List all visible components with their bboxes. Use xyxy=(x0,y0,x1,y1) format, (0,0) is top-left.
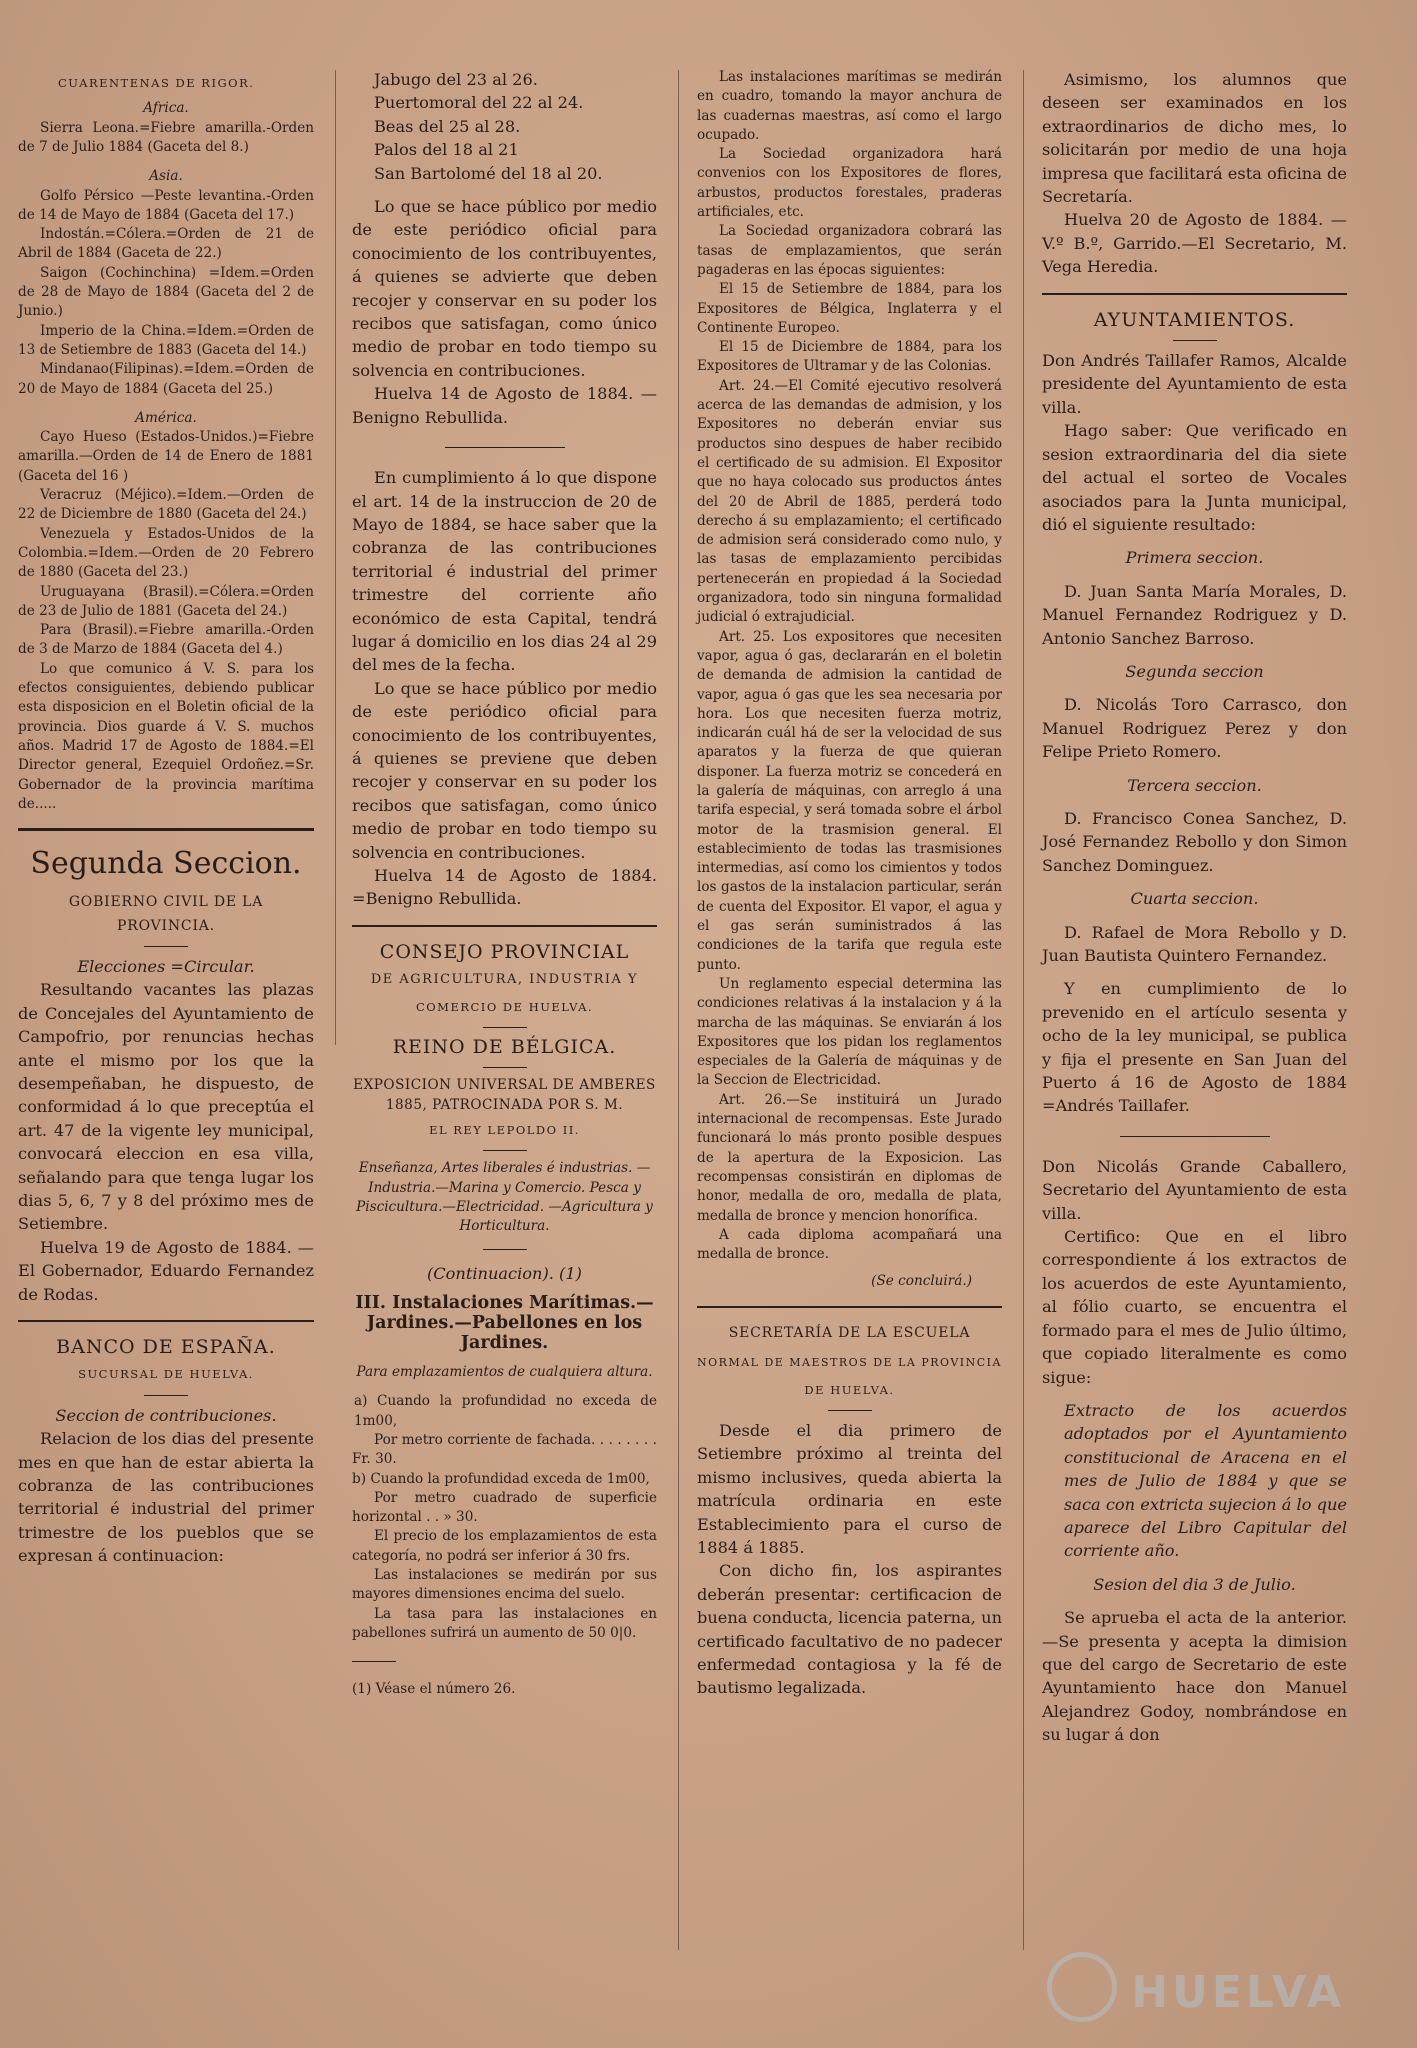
watermark-logo-icon xyxy=(1047,1952,1117,2022)
reglamento: Un reglamento especial determina las condiciones relativas á la instalacion y á la marcha de las máquinas. Se enviarán á los Expositores que los pidan los reglamentos especiales de la Galería de máquinas y de la Seccion de Electricidad. xyxy=(697,975,1002,1089)
cumplimiento: Y en cumplimiento de lo prevenido en el artículo sesenta y ocho de la ley municipal, se publica y fija el presente en San Juan del Puerto á 16 de Agosto de 1884 =Andrés Taillafer. xyxy=(1042,979,1347,1116)
emplazamientos: Para emplazamientos de cualquiera altura. xyxy=(356,1364,653,1381)
sesion: Sesion del dia 3 de Julio. xyxy=(1093,1574,1296,1594)
asia-item: Mindanao(Filipinas).=Idem.=Orden de 20 de Mayo de 1884 (Gaceta del 25.) xyxy=(18,361,314,397)
column-divider xyxy=(678,70,679,1950)
segunda-seccion: Segunda seccion xyxy=(1125,661,1264,681)
secretaria-sign: Huelva 20 de Agosto de 1884. —V.º B.º, Garrido.—El Secretario, M. Vega Heredia. xyxy=(1042,210,1347,277)
article-25: Art. 25. Los expositores que necesiten vapor, agua ó gas, declararán en el boletin de demanda de admision la cantidad de vapor, agua ó gas que les sea necesaria por hora. Los que necesiten fuerza motriz, indicarán cuál há de ser la velocidad de sus aparatos y la fuerza de que quieran disponer. La fuerza motriz se concederá en la galería de máquinas, con arreglo á una tarifa especial, y será tomada sobre el árbol motor de la trasmision general. El establecimiento de todas las trasmisiones intermedias, así como los cimientos y todos los gastos de la instalacion particular, serán de cuenta del Expositor. El vapor, el agua y el gas serán suministrados á las condiciones de la tarifa que regula este punto. xyxy=(697,628,1002,973)
section-title: Segunda Seccion. xyxy=(30,846,302,882)
certifico: Certifico: Que en el libro correspondiente á los extractos de los acuerdos de este Ayuntamiento, al fólio cuarto, se encuentra el formado para el mes de Julio último, que copiado literalmente es como sigue: xyxy=(1042,1227,1347,1387)
paragraph: La Sociedad organizadora cobrará las tasas de emplazamientos, que serán pagaderas en las épocas siguientes: xyxy=(697,223,1002,278)
asia-item: Imperio de la China.=Idem.=Orden de 13 de Setiembre de 1883 (Gaceta del 14.) xyxy=(18,322,314,358)
secretaria-title: SECRETARÍA DE LA ESCUELA xyxy=(728,1324,971,1341)
huelva-sub: DE HUELVA. xyxy=(804,1382,895,1397)
ayuntamientos-title: AYUNTAMIENTOS. xyxy=(1093,308,1296,331)
cuarta-seccion: Cuarta seccion. xyxy=(1130,889,1259,909)
asia-item: Golfo Pérsico —Peste levantina.-Orden de 14 de Mayo de 1884 (Gaceta del 17.) xyxy=(18,187,314,223)
africa-title: Africa. xyxy=(143,100,189,117)
paragraph: La Sociedad organizadora hará convenios con los Expositores de flores, arbustos, productos forestales, praderas artificiales, etc. xyxy=(697,146,1002,221)
notice-paragraph: En cumplimiento á lo que dispone el art. 14 de la instruccion de 20 de Mayo de 1884, se hace saber que la cobranza de las contribuciones territorial é industrial del primer trimestre del corriente año económico de esta Capital, tendrá lugar á domicilio en los dias 24 al 29 del mes de la fecha. xyxy=(352,468,657,675)
quarantine-header: CUARENTENAS DE RIGOR. xyxy=(58,76,255,90)
tasa-para: La tasa para las instalaciones en pabellones sufrirá un aumento de 50 0|0. xyxy=(352,1605,657,1641)
tariff-item: b) Cuando la profundidad exceda de 1m00, xyxy=(352,1470,650,1487)
primera-seccion: Primera seccion. xyxy=(1125,548,1264,568)
town-line: Jabugo del 23 al 26. xyxy=(374,70,538,89)
seccion-contribuciones: Seccion de contribuciones. xyxy=(55,1405,277,1425)
notice-sign: Huelva 14 de Agosto de 1884. —Benigno Rebullida. xyxy=(352,384,657,427)
column-1 xyxy=(18,68,314,1568)
america-closing: Lo que comunico á V. S. para los efectos consiguientes, debiendo publicar esta disposicion en el Boletin oficial de la provincia. Dios guarde á V. S. muchos años. Madrid 17 de Agosto de 1884.=El Director general, Ezequiel Ordoñez.=Sr. Gobernador de la provincia marítima de..... xyxy=(18,660,314,812)
america-item: Uruguayana (Brasil).=Cólera.=Orden de 23 de Julio de 1881 (Gaceta del 24.) xyxy=(18,583,314,619)
africa-text: Sierra Leona.=Fiebre amarilla.-Orden de 7 de Julio 1884 (Gaceta del 8.) xyxy=(18,119,314,155)
asia-title: Asia. xyxy=(149,168,183,185)
gov-header: GOBIERNO CIVIL DE LA PROVINCIA. xyxy=(68,894,264,934)
primera-names: D. Juan Santa María Morales, D. Manuel Fernandez Rodriguez y D. Antonio Sanchez Barroso. xyxy=(1042,581,1347,648)
elecciones-sign: Huelva 19 de Agosto de 1884. —El Gobernador, Eduardo Fernandez de Rodas. xyxy=(18,1237,314,1304)
diploma: A cada diploma acompañará una medalla de bronce. xyxy=(697,1226,1002,1263)
america-item: Veracruz (Méjico).=Idem.—Orden de 22 de Diciembre de 1880 (Gaceta del 24.) xyxy=(18,487,314,523)
town-line: Puertomoral del 22 al 24. xyxy=(374,93,584,113)
asimismo-para: Asimismo, los alumnos que deseen ser examinados en los extraordinarios de dicho mes, lo solicitarán por medio de una hoja impresa que facilitará esta oficina de Secretaría. xyxy=(1042,70,1347,207)
tariff-item: a) Cuando la profundidad no exceda de 1m00, xyxy=(354,1393,657,1429)
watermark: HUELVA xyxy=(1131,1967,1345,2018)
america-item: Cayo Hueso (Estados-Unidos.)=Fiebre amarilla.—Orden de 14 de Enero de 1881 (Gaceta del 16 ) xyxy=(18,429,314,484)
paragraph: El 15 de Diciembre de 1884, para los Expositores de Ultramar y de las Colonias. xyxy=(697,339,1002,375)
concluira: (Se concluirá.) xyxy=(871,1273,972,1290)
america-item: Venezuela y Estados-Unidos de la Colombia.=Idem.—Orden de 20 Febrero de 1880 (Gaceta del 23.) xyxy=(18,525,314,581)
article-24: Art. 24.—El Comité ejecutivo resolverá acerca de las demandas de admision, y los Expositores no deberán enviar sus productos sino despues de haber recibido el certificado de su admision. El Expositor que no haya colocado sus productos ántes del 20 de Abril de 1885, perderá todo derecho á su emplazamiento; el certificado de admision será considerado como nulo, y las tasas de emplazamiento percibidas pertenecerán en propiedad á la Sociedad organizadora, todo sin ninguna formalidad judicial ó extrajudicial. xyxy=(697,377,1002,626)
column-divider xyxy=(1023,70,1024,1950)
aspirantes-para: Con dicho fin, los aspirantes deberán presentar: certificacion de buena conducta, licencia paterna, un certificado facultativo de no padecer enfermedad contagiosa y la fé de bautismo legalizada. xyxy=(697,1561,1002,1698)
ensenanza: Enseñanza, Artes liberales é industrias. —Industria.—Marina y Comercio. Pesca y Piscicultura.—Electricidad. —Agricultura y Horticultura. xyxy=(356,1160,653,1235)
tercera-seccion: Tercera seccion. xyxy=(1127,775,1262,795)
reino-title: REINO DE BÉLGICA. xyxy=(392,1036,617,1059)
banco-title: BANCO DE ESPAÑA. xyxy=(56,1336,276,1358)
notice-sign: Huelva 14 de Agosto de 1884. =Benigno Rebullida. xyxy=(352,866,657,909)
footnote: (1) Véase el número 26. xyxy=(352,1681,516,1698)
extracto: Extracto de los acuerdos adoptados por el Ayuntamiento constitucional de Aracena en el mes de Julio de 1884 y que se saca con extricta sujecion á lo que aparece del Libro Capitular del corriente año. xyxy=(1064,1400,1347,1561)
column-divider xyxy=(335,70,336,1045)
cuarta-names: D. Rafael de Mora Rebollo y D. Juan Bautista Quintero Fernandez. xyxy=(1042,922,1347,965)
notice-paragraph: Lo que se hace público por medio de este periódico oficial para conocimiento de los contribuyentes, á quienes se previene que deben recojer y conservar en su poder los recibos que satisfagan, como único medio de probar en todo tiempo su solvencia en contribuciones. xyxy=(352,678,657,862)
relacion-text: Relacion de los dias del presente mes en que han de estar abierta la cobranza de las contribuciones territorial é industrial del primer trimestre de los pueblos que se expresan á continuacion: xyxy=(18,1429,314,1566)
precio-para: El precio de los emplazamientos de esta categoría, no podrá ser inferior á 30 frs. xyxy=(352,1528,657,1564)
column-2 xyxy=(352,68,657,1699)
column-4 xyxy=(1042,68,1347,1747)
matricula-para: Desde el dia primero de Setiembre próximo al treinta del mismo inclusives, queda abierta la matrícula ordinaria en este Establecimiento para el curso de 1884 á 1885. xyxy=(697,1420,1002,1557)
consejo-title: CONSEJO PROVINCIAL xyxy=(379,940,630,963)
consejo-sub2: COMERCIO DE HUELVA. xyxy=(415,999,594,1014)
se-aprueba: Se aprueba el acta de la anterior.—Se presenta y acepta la dimision que del cargo de Secretario de este Ayuntamiento hace don Manuel Alejandrez Godoy, nombrándose en su lugar á don xyxy=(1042,1608,1347,1745)
section-heading-iii: III. Instalaciones Marítimas.—Jardines.—Pabellones en los Jardines. xyxy=(355,1293,654,1354)
rey: EL REY LEPOLDO II. xyxy=(429,1123,580,1138)
secretario: Don Nicolás Grande Caballero, Secretario del Ayuntamiento de esta villa. xyxy=(1042,1156,1347,1223)
consejo-sub: DE AGRICULTURA, INDUSTRIA Y xyxy=(370,972,639,988)
tercera-names: D. Francisco Conea Sanchez, D. José Fernandez Rebollo y don Simon Sanchez Dominguez. xyxy=(1042,808,1347,875)
elecciones-text: Resultando vacantes las plazas de Concejales del Ayuntamiento de Campofrio, por renuncias hechas ante el mismo por los que la desempeñaban, he dispuesto, de conformidad á lo que preceptúa el art. 47 de la vigente ley municipal, convocará eleccion en esa villa, señalando para que tenga lugar los dias 5, 6, 7 y 8 del próximo mes de Setiembre. xyxy=(18,980,314,1234)
america-title: América. xyxy=(135,409,197,426)
america-item: Para (Brasil).=Fiebre amarilla.-Orden de 3 de Marzo de 1884 (Gaceta del 4.) xyxy=(18,622,314,658)
town-line: San Bartolomé del 18 al 20. xyxy=(374,163,603,183)
normal-sub: NORMAL DE MAESTROS DE LA PROVINCIA xyxy=(697,1356,1002,1370)
elecciones-title: Elecciones =Circular. xyxy=(77,956,255,976)
continuacion: (Continuacion). (1) xyxy=(426,1263,582,1283)
town-line: Palos del 18 al 21 xyxy=(374,140,519,160)
instalaciones-para: Las instalaciones se medirán por sus mayores dimensiones encima del suelo. xyxy=(352,1567,657,1603)
notice-paragraph: Lo que se hace público por medio de este periódico oficial para conocimiento de los contribuyentes, á quienes se advierte que deben recojer y conservar en su poder los recibos que satisfagan, como único medio de probar en todo tiempo su solvencia en contribuciones. xyxy=(352,197,657,380)
asia-item: Saigon (Cochinchina) =Idem.=Orden de 28 de Mayo de 1884 (Gaceta del 2 de Junio.) xyxy=(18,264,314,320)
tariff-item: Por metro cuadrado de superficie horizontal . . » 30. xyxy=(352,1489,657,1526)
asia-item: Indostán.=Cólera.=Orden de 21 de Abril de 1884 (Gaceta de 22.) xyxy=(18,226,314,262)
paragraph: Las instalaciones marítimas se medirán en cuadro, tomando la mayor anchura de las cuadernas maestras, así como el largo ocupado. xyxy=(697,69,1002,143)
hago-saber: Hago saber: Que verificado en sesion extraordinaria del dia siete del actual el sorteo de Vocales asociados para la Junta municipal, dió el siguiente resultado: xyxy=(1042,421,1347,534)
town-line: Beas del 25 al 28. xyxy=(374,116,521,136)
article-26: Art. 26.—Se instituirá un Jurado internacional de recompensas. Este Jurado funcionará lo más pronto posible despues de la apertura de la Exposicion. Las recompensas consistirán en diplomas de honor, medalla de oro, medalla de plata, medalla de bronce y mencion honorífica. xyxy=(697,1091,1002,1224)
segunda-names: D. Nicolás Toro Carrasco, don Manuel Rodriguez Perez y don Felipe Prieto Romero. xyxy=(1042,695,1347,762)
sucursal: SUCURSAL DE HUELVA. xyxy=(78,1367,254,1382)
tariff-item: Por metro corriente de fachada. . . . . . . . Fr. 30. xyxy=(352,1431,657,1468)
expo-title: EXPOSICION UNIVERSAL DE AMBERES 1885, PATROCINADA POR S. M. xyxy=(353,1077,656,1113)
alcalde: Don Andrés Taillafer Ramos, Alcalde presidente del Ayuntamiento de esta villa. xyxy=(1042,351,1347,417)
section-rule xyxy=(18,828,314,831)
column-3 xyxy=(697,68,1002,1700)
paragraph: El 15 de Setiembre de 1884, para los Expositores de Bélgica, Inglaterra y el Continente Europeo. xyxy=(697,281,1002,336)
